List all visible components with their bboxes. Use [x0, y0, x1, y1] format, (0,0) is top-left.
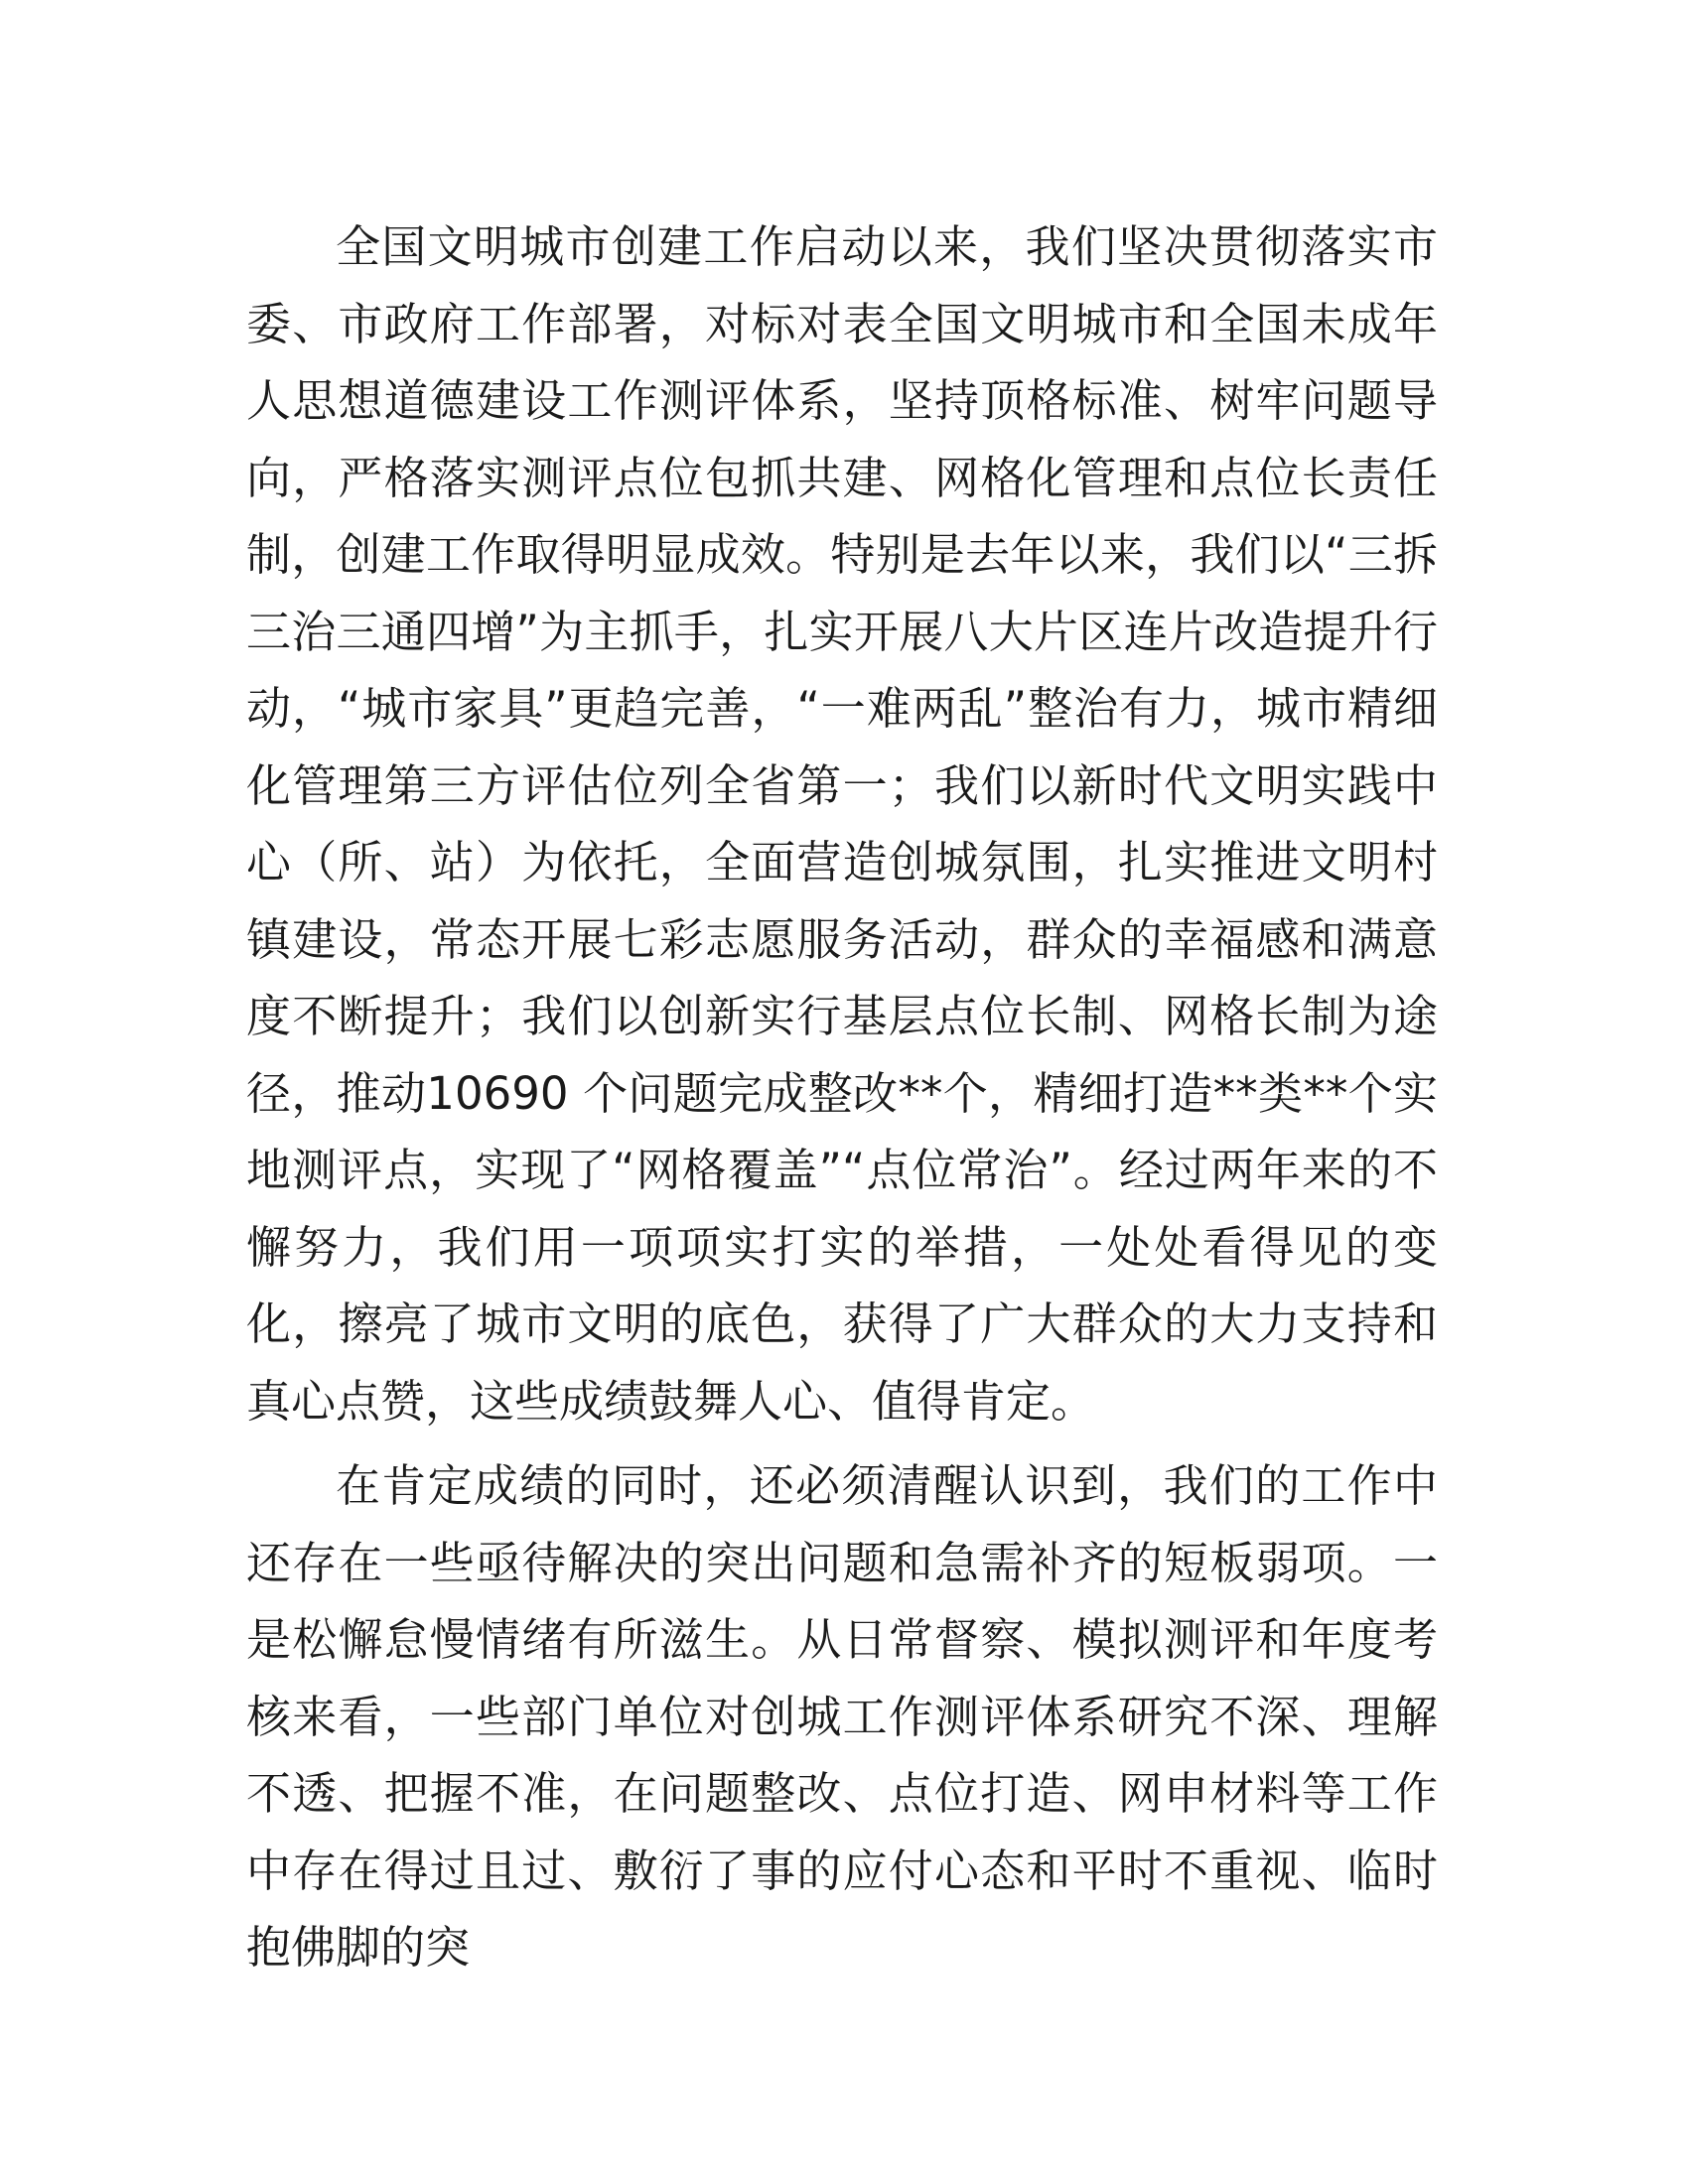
- paragraph-1: 全国文明城市创建工作启动以来，我们坚决贯彻落实市委、市政府工作部署，对标对表全国文明城市和全国未成年人思想道德建设工作测评体系，坚持顶格标准、树牢问题导向，严格落实测评点位包抓共建、网格化管理和点位长责任制，创建工作取得明显成效。特别是去年以来，我们以“三拆三治三通四增”为主抓手，扎实开展八大片区连片改造提升行动，“城市家具”更趋完善，“一难两乱”整治有力，城市精细化管理第三方评估位列全省第一；我们以新时代文明实践中心（所、站）为依托，全面营造创城氛围，扎实推进文明村镇建设，常态开展七彩志愿服务活动，群众的幸福感和满意度不断提升；我们以创新实行基层点位长制、网格长制为途径，推动10690 个问题完成整改**个，精细打造**类**个实地测评点，实现了“网格覆盖”“点位常治”。经过两年来的不懈努力，我们用一项项实打实的举措，一处处看得见的变化，擦亮了城市文明的底色，获得了广大群众的大力支持和真心点赞，这些成绩鼓舞人心、值得肯定。: [246, 220, 1438, 1428]
- paragraph-2: 在肯定成绩的同时，还必须清醒认识到，我们的工作中还存在一些亟待解决的突出问题和急需补齐的短板弱项。一是松懈怠慢情绪有所滋生。从日常督察、模拟测评和年度考核来看，一些部门单位对创城工作测评体系研究不深、理解不透、把握不准，在问题整改、点位打造、网申材料等工作中存在得过且过、敷衍了事的应付心态和平时不重视、临时抱佛脚的突: [246, 1459, 1438, 1974]
- body-text: [246, 208, 1438, 1986]
